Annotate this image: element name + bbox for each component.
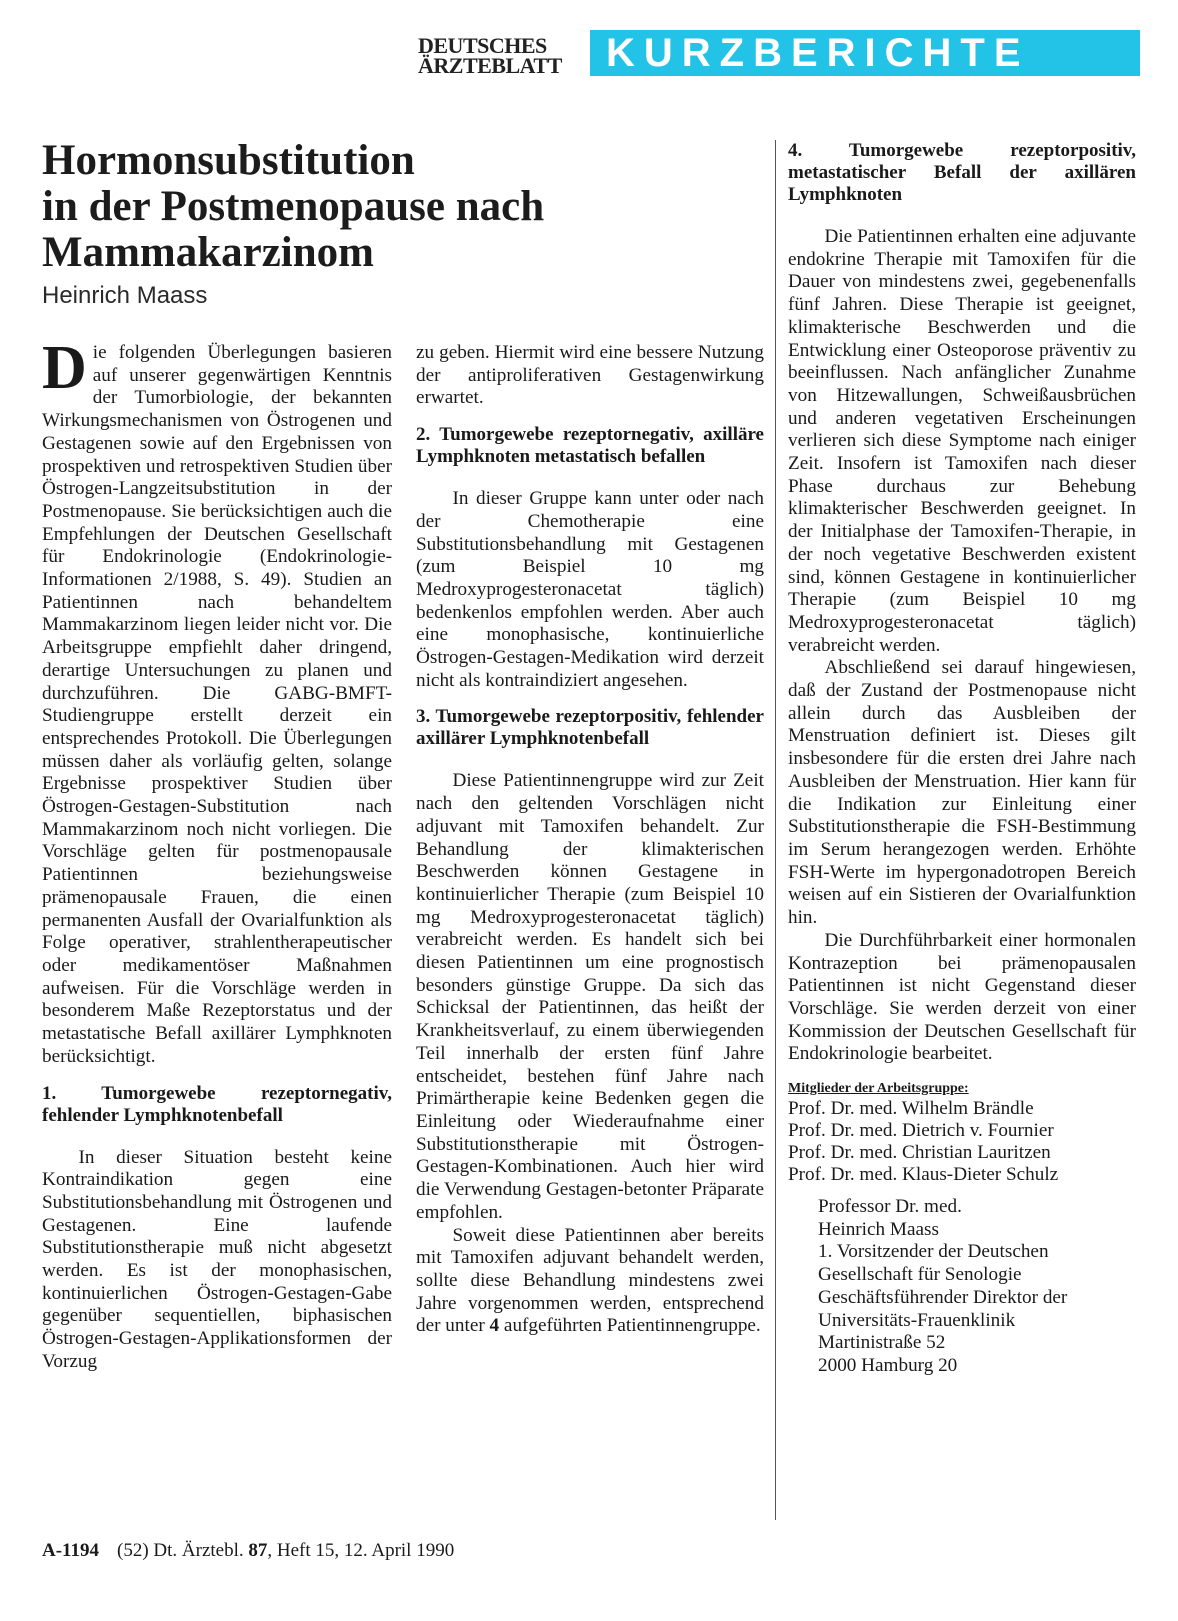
- section-1-text: In dieser Situation besteht keine Kontraindikation gegen eine Substitutionsbehandlung mit Östrogenen und Gestagenen. Eine laufende Substitutionstherapie muß nicht abgesetzt werden. Es ist der monophasischen, kontinuierlichen Östrogen-Gestagen-Gabe gegenüber sequentiellen, biphasischen Östrogen-Gestagen-Applikationsformen der Vorzug: [42, 1146, 392, 1372]
- section-3-text-2-post: aufgeführten Patientinnengruppe.: [499, 1315, 761, 1337]
- column-divider: [775, 140, 776, 1520]
- address-line: Universitäts-Frauenklinik: [818, 1309, 1016, 1331]
- members-label: Mitglieder der Arbeitsgruppe:: [788, 1081, 969, 1097]
- masthead: [418, 30, 1138, 76]
- members-list: [788, 1098, 1136, 1186]
- volume-number: 87: [248, 1540, 268, 1561]
- section-3-text: Diese Patientinnengruppe wird zur Zeit nach den geltenden Vorschlägen nicht adjuvant mit Tamoxifen behandelt. Zur Behandlung der klimakterischen Beschwerden können Gestagene in kontinuierlicher Therapie (zum Beispiel 10 mg Medroxyprogesteronacetat täglich) verabreicht werden. Es handelt sich bei diesen Patientinnen um eine prognostisch besonders günstige Gruppe. Da sich das Schicksal der Patientinnen, das heißt der Krankheitsverlauf, zu einem überwiegenden Teil innerhalb der ersten fünf Jahre entscheidet, bestehen fünf Jahre nach Primärtherapie keine Bedenken gegen die Einleitung oder Wiederaufnahme einer Substitutionstherapie mit Östrogen-Gestagen-Kombinationen. Auch hier wird die Verwendung Gestagen-betonter Präparate empfohlen.: [416, 770, 764, 1223]
- journal-logo: [418, 33, 586, 78]
- article-author: Heinrich Maass: [42, 282, 208, 309]
- section-4-text-3: Die Durchführbarkeit einer hormonalen Kontrazeption bei prämenopausalen Patientinnen ist nicht Gegenstand dieser Vorschläge. Sie werden derzeit von einer Kommission der Deutschen Gesellschaft für Endokrinologie bearbeitet.: [788, 929, 1136, 1065]
- section-1-text-continued: zu geben. Hiermit wird eine bessere Nutzung der antiproliferativen Gestagenwirkung erwartet.: [416, 342, 764, 409]
- section-banner: KURZBERICHTE: [590, 30, 1140, 76]
- column-1: [42, 334, 392, 1374]
- page-number: A-1194: [42, 1540, 99, 1561]
- section-2-text: In dieser Gruppe kann unter oder nach der Chemotherapie eine Substitutionsbehandlung mit Gestagenen (zum Beispiel 10 mg Medroxyprogesteronacetat täglich) bedenkenlos empfohlen werden. Aber auch eine monophasische, kontinuierliche Östrogen-Gestagen-Medikation wird derzeit nicht als kontraindiziert angesehen.: [416, 488, 764, 691]
- address-line: Gesellschaft für Senologie: [818, 1264, 1022, 1286]
- intro-paragraph: [42, 334, 392, 1069]
- author-address: [788, 1196, 1136, 1378]
- address-line: Martinistraße 52: [818, 1332, 946, 1354]
- citation-pre: (52) Dt. Ärztebl.: [117, 1540, 249, 1561]
- logo-line-1: DEUTSCHES: [418, 33, 547, 58]
- section-3-text-2: [416, 1225, 764, 1339]
- member-item: Prof. Dr. med. Dietrich v. Fournier: [788, 1120, 1054, 1142]
- logo-line-2: ÄRZTEBLATT: [418, 53, 562, 78]
- address-line: 1. Vorsitzender der Deutschen: [818, 1241, 1049, 1263]
- section-4-text: Die Patientinnen erhalten eine adjuvante endokrine Therapie mit Tamoxifen für die Dauer von mindestens zwei, gegebenenfalls fünf Jahren. Diese Therapie ist geeignet, klimakterische Beschwerden und die Entwicklung einer Osteoporose präventiv zu beeinflussen. Nach anfänglicher Zunahme von Hitzewallungen, Schweißausbrüchen und anderen vegetativen Erscheinungen verlieren sich diese Symptome nach einiger Zeit. Insofern ist Tamoxifen nach dieser Phase durchaus zur Behebung klimakterischer Beschwerden geeignet. In der Initialphase der Tamoxifen-Therapie, in der noch vegetative Beschwerden existent sind, können Gestagene in kontinuierlicher Therapie (zum Beispiel 10 mg Medroxyprogesteronacetat täglich) verabreicht werden.: [788, 226, 1136, 656]
- page-footer: [42, 1540, 454, 1562]
- section-4-text-2: Abschließend sei darauf hingewiesen, daß der Zustand der Postmenopause nicht allein durch das Ausbleiben der Menstruation definiert ist. Dieses gilt insbesondere für die ersten drei Jahre nach Ausbleiben der Menstruation. Hier kann für die Indikation zur Einleitung einer Substitutionstherapie die FSH-Bestimmung im Serum herangezogen werden. Erhöhte FSH-Werte im hypergonadotropen Bereich weisen auf ein Sistieren der Ovarialfunktion hin.: [788, 657, 1136, 929]
- address-line: 2000 Hamburg 20: [818, 1354, 958, 1376]
- section-3-text-2-pre: Soweit diese Patientinnen aber bereits mit Tamoxifen adjuvant behandelt werden, sollte diese Behandlung mindestens zwei Jahre vorgenommen werden, entsprechend der unter: [416, 1224, 764, 1337]
- section-2-heading: 2. Tumorgewebe rezeptornegativ, axilläre Lymphknoten metastatisch befallen: [416, 424, 764, 468]
- article-title: Hormonsubstitution in der Postmenopause nach Mammakarzinom: [42, 137, 545, 276]
- section-4-heading: 4. Tumorgewebe rezeptorpositiv, metastatischer Befall der axillären Lymphknoten: [788, 140, 1136, 205]
- citation-post: , Heft 15, 12. April 1990: [267, 1540, 455, 1561]
- address-line: Heinrich Maass: [818, 1218, 939, 1240]
- member-item: Prof. Dr. med. Klaus-Dieter Schulz: [788, 1164, 1059, 1186]
- group-reference: 4: [489, 1315, 500, 1337]
- address-line: Geschäftsführender Direktor der: [818, 1286, 1068, 1308]
- section-1-heading: 1. Tumorgewebe rezeptornegativ, fehlender Lymphknotenbefall: [42, 1082, 392, 1126]
- address-line: Professor Dr. med.: [818, 1196, 962, 1218]
- column-2: [416, 342, 764, 1338]
- drop-cap: D: [42, 334, 87, 402]
- member-item: Prof. Dr. med. Wilhelm Brändle: [788, 1098, 1034, 1120]
- member-item: Prof. Dr. med. Christian Lauritzen: [788, 1142, 1051, 1164]
- section-3-heading: 3. Tumorgewebe rezeptorpositiv, fehlender axillärer Lymphknotenbefall: [416, 706, 764, 750]
- intro-text: ie folgenden Überlegungen basieren auf unserer gegenwärtigen Kenntnis der Tumorbiologie, der bekannten Wirkungsmechanismen von Östrogenen und Gestagenen sowie auf den Ergebnissen von prospektiven und retrospektiven Studien über Östrogen-Langzeitsubstitution in der Postmenopause. Sie berücksichtigen auch die Empfehlungen der Deutschen Gesellschaft für Endokrinologie (Endokrinologie-Informationen 2/1988, S. 49). Studien an Patientinnen nach behandeltem Mammakarzinom liegen leider nicht vor. Die Arbeitsgruppe empfiehlt daher dringend, derartige Untersuchungen zu planen und durchzuführen. Die GABG-BMFT-Studiengruppe erstellt derzeit ein entsprechendes Protokoll. Die Überlegungen müssen daher als vorläufig gelten, solange Ergebnisse prospektiver Studien über Östrogen-Gestagen-Substitution nach Mammakarzinom noch nicht vorliegen. Die Vorschläge gelten für postmenopausale Patientinnen beziehungsweise prämenopausale Frauen, die einen permanenten Ausfall der Ovarialfunktion als Folge operativer, strahlentherapeutischer oder medikamentöser Maßnahmen aufweisen. Für die Vorschläge werden in besonderem Maße Rezeptorstatus und der metastatische Befall axillärer Lymphknoten berücksichtigt.: [42, 342, 392, 1067]
- column-3: [788, 140, 1136, 1378]
